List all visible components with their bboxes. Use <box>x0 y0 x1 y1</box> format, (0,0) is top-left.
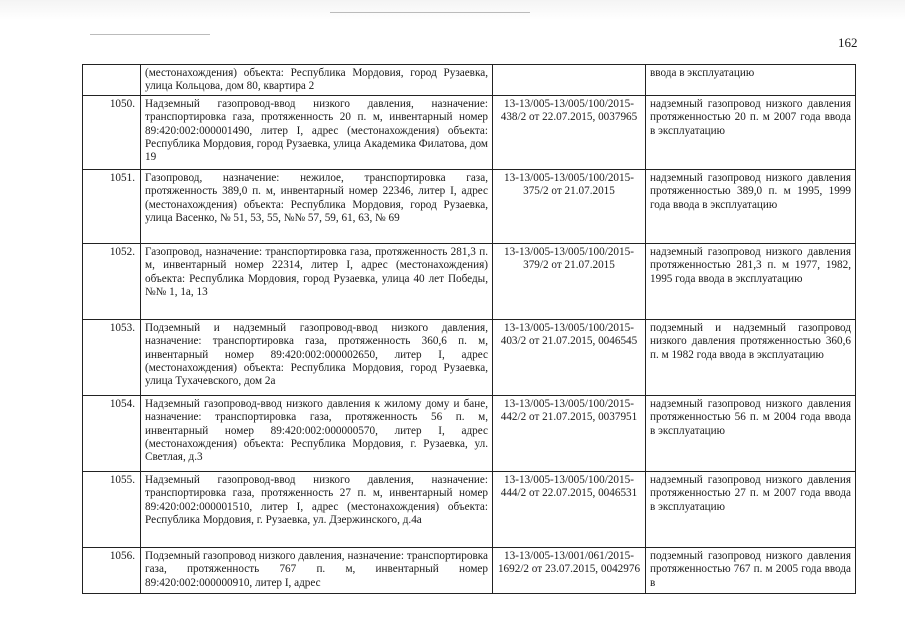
property-register-table <box>82 64 856 594</box>
registration-record: 13-13/005-13/005/100/2015-442/2 от 21.07.2015, 0037951 <box>493 395 646 471</box>
registration-record: 13-13/005-13/005/100/2015-403/2 от 21.07.2015, 0046545 <box>493 319 646 395</box>
registration-record: 13-13/005-13/005/100/2015-379/2 от 21.07.2015 <box>493 243 646 319</box>
object-description: Надземный газопровод-ввод низкого давления к жилому дому и бане, назначение: транспортировка газа, протяженность 56 п. м, инвентарный номер 89:420:002:000000570, литер I, адрес (местонахождения) объекта: Республика Мордовия, г. Рузаевка, ул. Светлая, д.3 <box>141 395 493 471</box>
table-row <box>83 95 856 169</box>
registration-record: 13-13/005-13/005/100/2015-438/2 от 22.07.2015, 0037965 <box>493 95 646 169</box>
scan-artifact-line <box>330 12 530 13</box>
row-number: 1052. <box>83 243 141 319</box>
object-note: надземный газопровод низкого давления протяженностью 389,0 п. м 1995, 1999 года ввода в эксплуатацию <box>646 169 856 243</box>
table-row <box>83 243 856 319</box>
object-description: Надземный газопровод-ввод низкого давления, назначение: транспортировка газа, протяженность 20 п. м, инвентарный номер 89:420:002:000001490, литер I, адрес (местонахождения) объекта: Республика Мордовия, город Рузаевка, улица Академика Филатова, дом 19 <box>141 95 493 169</box>
table-row <box>83 395 856 471</box>
object-description: (местонахождения) объекта: Республика Мордовия, город Рузаевка, улица Кольцова, дом 80, квартира 2 <box>141 65 493 96</box>
object-description: Газопровод, назначение: транспортировка газа, протяженность 281,3 п. м, инвентарный номер 22314, литер I, адрес (местонахождения) объекта: Республика Мордовия, город Рузаевка, улица 40 лет Победы, №№ 1, 1а, 13 <box>141 243 493 319</box>
object-note: надземный газопровод низкого давления протяженностью 27 п. м 2007 года ввода в эксплуатацию <box>646 471 856 547</box>
scan-artifact-line <box>90 34 210 35</box>
object-note: надземный газопровод низкого давления протяженностью 56 п. м 2004 года ввода в эксплуатацию <box>646 395 856 471</box>
page-number: 162 <box>838 35 858 50</box>
object-description: Надземный газопровод-ввод низкого давления, назначение: транспортировка газа, протяженность 27 п. м, инвентарный номер 89:420:002:000001510, литер I, адрес (местонахождения) объекта: Республика Мордовия, г. Рузаевка, ул. Дзержинского, д.4а <box>141 471 493 547</box>
row-number: 1050. <box>83 95 141 169</box>
object-note: ввода в эксплуатацию <box>646 65 856 96</box>
registration-record: 13-13/005-13/005/100/2015-444/2 от 22.07.2015, 0046531 <box>493 471 646 547</box>
table-row <box>83 547 856 593</box>
table-row <box>83 471 856 547</box>
object-description: Подземный газопровод низкого давления, назначение: транспортировка газа, протяженность 767 п. м, инвентарный номер 89:420:002:000000910, литер I, адрес <box>141 547 493 593</box>
object-note: подземный газопровод низкого давления протяженностью 767 п. м 2005 года ввода в <box>646 547 856 593</box>
row-number <box>83 65 141 96</box>
object-description: Подземный и надземный газопровод-ввод низкого давления, назначение: транспортировка газа, протяженность 360,6 п. м, инвентарный номер 89:420:002:000002650, литер I, адрес (местонахождения) объекта: Республика Мордовия, город Рузаевка, улица Тухачевского, дом 2а <box>141 319 493 395</box>
registration-record <box>493 65 646 96</box>
registration-record: 13-13/005-13/001/061/2015-1692/2 от 23.07.2015, 0042976 <box>493 547 646 593</box>
row-number: 1051. <box>83 169 141 243</box>
table-row <box>83 169 856 243</box>
object-note: надземный газопровод низкого давления протяженностью 20 п. м 2007 года ввода в эксплуатацию <box>646 95 856 169</box>
row-number: 1055. <box>83 471 141 547</box>
object-note: надземный газопровод низкого давления протяженностью 281,3 п. м 1977, 1982, 1995 года ввода в эксплуатацию <box>646 243 856 319</box>
object-description: Газопровод, назначение: нежилое, транспортировка газа, протяженность 389,0 п. м, инвентарный номер 22346, литер I, адрес (местонахождения) объекта: Республика Мордовия, город Рузаевка, улица Васенко, № 51, 53, 55, №№ 57, 59, 61, 63, № 69 <box>141 169 493 243</box>
table-row <box>83 65 856 96</box>
row-number: 1053. <box>83 319 141 395</box>
row-number: 1054. <box>83 395 141 471</box>
scan-edge-shadow <box>0 0 905 20</box>
object-note: подземный и надземный газопровод низкого давления протяженностью 360,6 п. м 1982 года ввода в эксплуатацию <box>646 319 856 395</box>
table-row <box>83 319 856 395</box>
registration-record: 13-13/005-13/005/100/2015-375/2 от 21.07.2015 <box>493 169 646 243</box>
row-number: 1056. <box>83 547 141 593</box>
